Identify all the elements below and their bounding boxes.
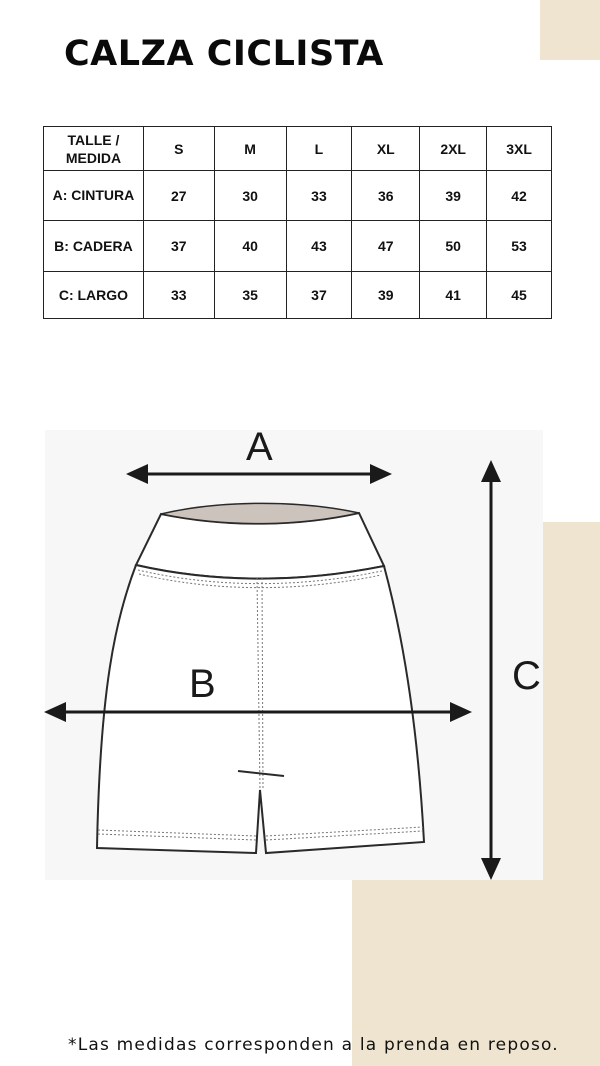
table-cell: 50 [420,221,487,272]
table-cell: 37 [286,272,352,319]
label-a: A [246,425,273,469]
table-cell: 45 [487,272,552,319]
table-cell: 40 [214,221,286,272]
table-cell: 33 [143,272,214,319]
page-title: CALZA CICLISTA [64,34,384,74]
table-cell: 47 [352,221,420,272]
header-label-line1: TALLE / [67,131,120,148]
table-cell: 39 [352,272,420,319]
row-label: C: LARGO [44,272,144,319]
size-header-m: M [214,127,286,171]
table-cell: 42 [487,171,552,221]
table-cell: 30 [214,171,286,221]
header-label-line2: MEDIDA [65,149,122,166]
table-cell: 53 [487,221,552,272]
footnote: *Las medidas corresponden a la prenda en reposo. [68,1035,559,1055]
size-header-xl: XL [352,127,420,171]
table-cell: 37 [143,221,214,272]
row-label: A: CINTURA [44,171,144,221]
size-header-2xl: 2XL [420,127,487,171]
arrow-c [481,460,501,880]
table-cell: 35 [214,272,286,319]
row-label: B: CADERA [44,221,144,272]
size-header-l: L [286,127,352,171]
table-cell: 27 [143,171,214,221]
label-c: C [512,654,541,698]
table-cell: 33 [286,171,352,221]
size-header-s: S [143,127,214,171]
size-header-3xl: 3XL [487,127,552,171]
table-cell: 39 [420,171,487,221]
table-cell: 36 [352,171,420,221]
label-b: B [189,662,216,706]
shorts-body [97,565,424,853]
table-cell: 43 [286,221,352,272]
table-cell: 41 [420,272,487,319]
